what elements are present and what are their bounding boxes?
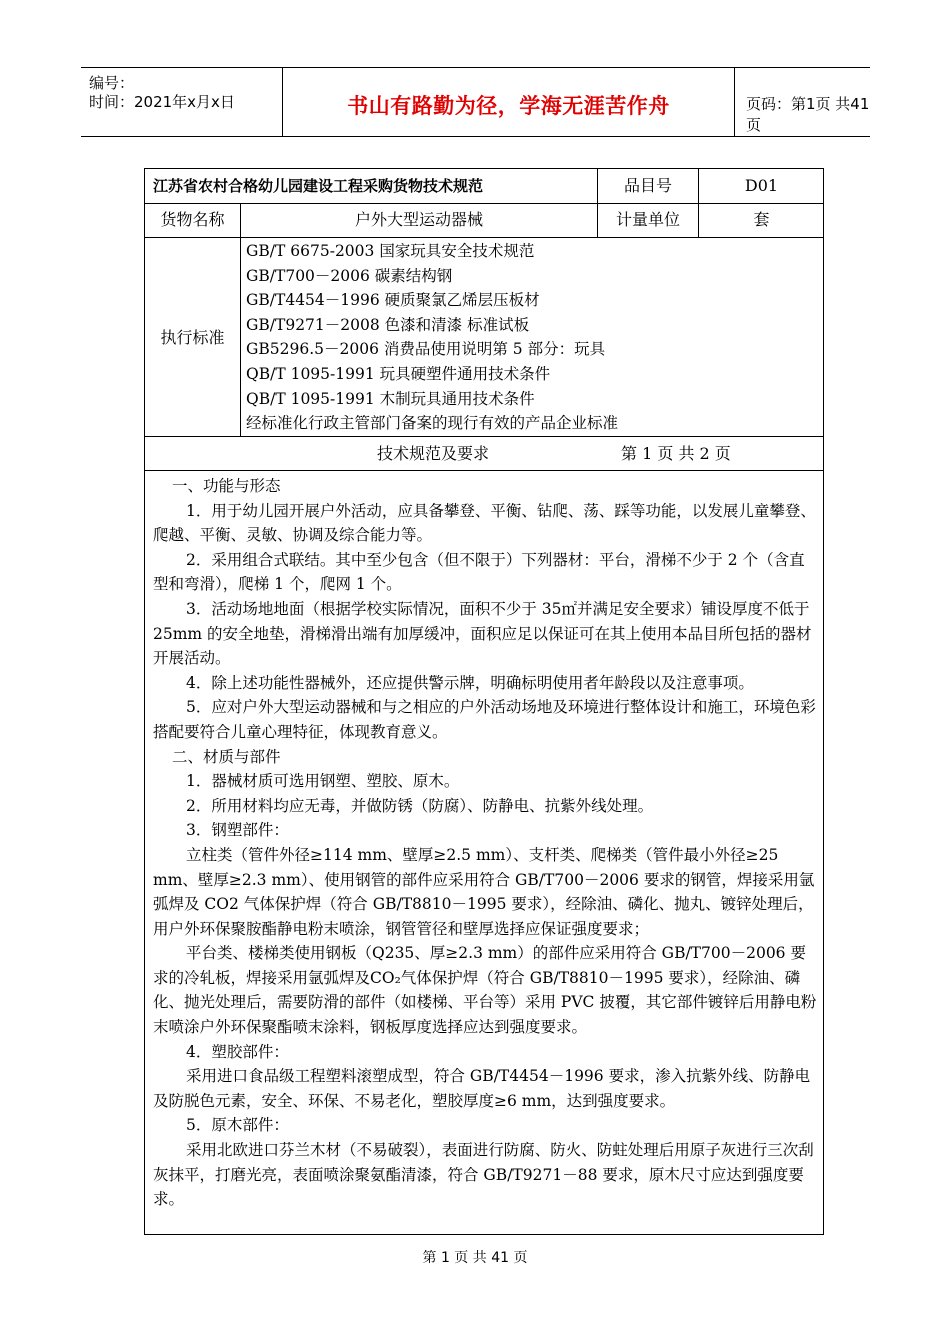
spec-paragraph: 5．应对户外大型运动器械和与之相应的户外活动场地及环境进行整体设计和施工，环境色彩搭配要符合儿童心理特征，体现教育意义。 xyxy=(153,698,816,741)
spec-content xyxy=(153,474,817,1212)
spec-paragraph: 1．用于幼儿园开展户外活动，应具备攀登、平衡、钻爬、荡、踩等功能，以发展儿童攀登、爬越、平衡、灵敏、协调及综合能力等。 xyxy=(153,501,816,545)
row-divider xyxy=(144,203,824,204)
spec-paragraph: 4．除上述功能性器械外，还应提供警示牌，明确标明使用者年龄段以及注意事项。 xyxy=(186,673,754,692)
header-meta xyxy=(81,68,283,136)
spec-paragraph: 3．活动场地地面（根据学校实际情况，面积不少于 35㎡并满足安全要求）铺设厚度不低于 25mm 的安全地垫，滑梯滑出端有加厚缓冲，面积应足以保证可在其上使用本品目所包括的器材开展活动。 xyxy=(153,599,812,668)
row-divider xyxy=(144,436,824,437)
unit-label: 计量单位 xyxy=(615,210,680,229)
document-number: 编号： xyxy=(89,74,135,92)
page-code: 页码：第1页 共41页 xyxy=(746,95,870,134)
spec-paragraph: 立柱类（管件外径≥114 mm、壁厚≥2.5 mm）、支杆类、爬梯类（管件最小外径≥25 mm、壁厚≥2.3 mm）、使用钢管的部件应采用符合 GB/T700－2006 要求的钢管，焊接采用氩弧焊及 CO2 气体保护焊（符合 GB/T8810－1995 要求），经除油、磷化、抛丸、镀锌处理后，用户外环保聚胺酯静电粉末喷涂，钢管管径和壁厚选择应保证强度要求； xyxy=(153,845,815,938)
unit-value: 套 xyxy=(753,210,770,229)
standard-item: GB/T9271－2008 色漆和清漆 标准试板 xyxy=(246,315,530,334)
spec-paragraph: 采用进口食品级工程塑料滚塑成型，符合 GB/T4454－1996 要求，渗入抗紫外线、防静电及防脱色元素，安全、环保、不易老化，塑胶厚度≥6 mm，达到强度要求。 xyxy=(153,1067,811,1110)
spec-page-indicator: 第 1 页 共 2 页 xyxy=(621,444,731,463)
standard-item: 经标准化行政主管部门备案的现行有效的产品企业标准 xyxy=(246,414,619,433)
standard-item: GB/T4454－1996 硬质聚氯乙烯层压板材 xyxy=(246,291,540,310)
col-divider xyxy=(240,203,241,437)
spec-paragraph: 2．所用材料均应无毒，并做防锈（防腐）、防静电、抗紫外线处理。 xyxy=(186,796,654,815)
item-no-value: D01 xyxy=(744,176,779,195)
section-heading: 二、材质与部件 xyxy=(172,747,281,766)
standards-list xyxy=(246,239,618,436)
standard-item: GB5296.5－2006 消费品使用说明第 5 部分：玩具 xyxy=(246,340,606,359)
spec-paragraph: 4．塑胶部件： xyxy=(186,1042,289,1061)
spec-paragraph: 2．采用组合式联结。其中至少包含（但不限于）下列器材：平台，滑梯不少于 2 个（含直型和弯滑），爬梯 1 个，爬网 1 个。 xyxy=(153,550,805,594)
standard-item: GB/T700－2006 碳素结构钢 xyxy=(246,266,453,285)
spec-paragraph: 3．钢塑部件： xyxy=(186,821,289,840)
item-no-label: 品目号 xyxy=(623,176,672,195)
goods-name-label: 货物名称 xyxy=(160,210,225,229)
spec-paragraph: 1．器械材质可选用钢塑、塑胶、原木。 xyxy=(186,772,460,791)
standard-item: GB/T 6675-2003 国家玩具安全技术规范 xyxy=(246,242,535,260)
spec-paragraph: 平台类、楼梯类使用钢板（Q235、厚≥2.3 mm）的部件应采用符合 GB/T700－2006 要求的冷轧板，焊接采用氩弧焊及CO₂气体保护焊（符合 GB/T8810－1995 要求），经除油、磷化、抛光处理后，需要防滑的部件（如楼梯、平台等）采用 PVC 披覆，其它部件镀锌后用静电粉末喷涂户外环保聚酯喷末涂料，钢板厚度选择应达到强度要求。 xyxy=(153,944,817,1037)
section-heading: 一、功能与形态 xyxy=(172,477,281,495)
table-title: 江苏省农村合格幼儿园建设工程采购货物技术规范 xyxy=(153,177,484,195)
standard-item: QB/T 1095-1991 玩具硬塑件通用技术条件 xyxy=(246,364,551,383)
motto: 书山有路勤为径，学海无涯苦作舟 xyxy=(347,94,670,118)
page-header xyxy=(81,67,870,137)
page-footer: 第 1 页 共 41 页 xyxy=(422,1250,528,1266)
spec-heading: 技术规范及要求 xyxy=(377,444,490,463)
goods-name-value: 户外大型运动器械 xyxy=(354,210,483,229)
row-divider xyxy=(144,470,824,471)
document-time: 时间：2021年x月x日 xyxy=(89,93,235,111)
row-divider xyxy=(144,237,824,238)
header-motto-cell xyxy=(283,68,735,136)
spec-paragraph: 采用北欧进口芬兰木材（不易破裂），表面进行防腐、防火、防蛀处理后用原子灰进行三次刮灰抹平，打磨光亮，表面喷涂聚氨酯清漆，符合 GB/T9271－88 要求，原木尺寸应达到强度要求。 xyxy=(153,1141,814,1209)
standards-label: 执行标准 xyxy=(160,328,225,347)
standard-item: QB/T 1095-1991 木制玩具通用技术条件 xyxy=(246,389,535,408)
spec-paragraph: 5．原木部件： xyxy=(186,1116,289,1135)
